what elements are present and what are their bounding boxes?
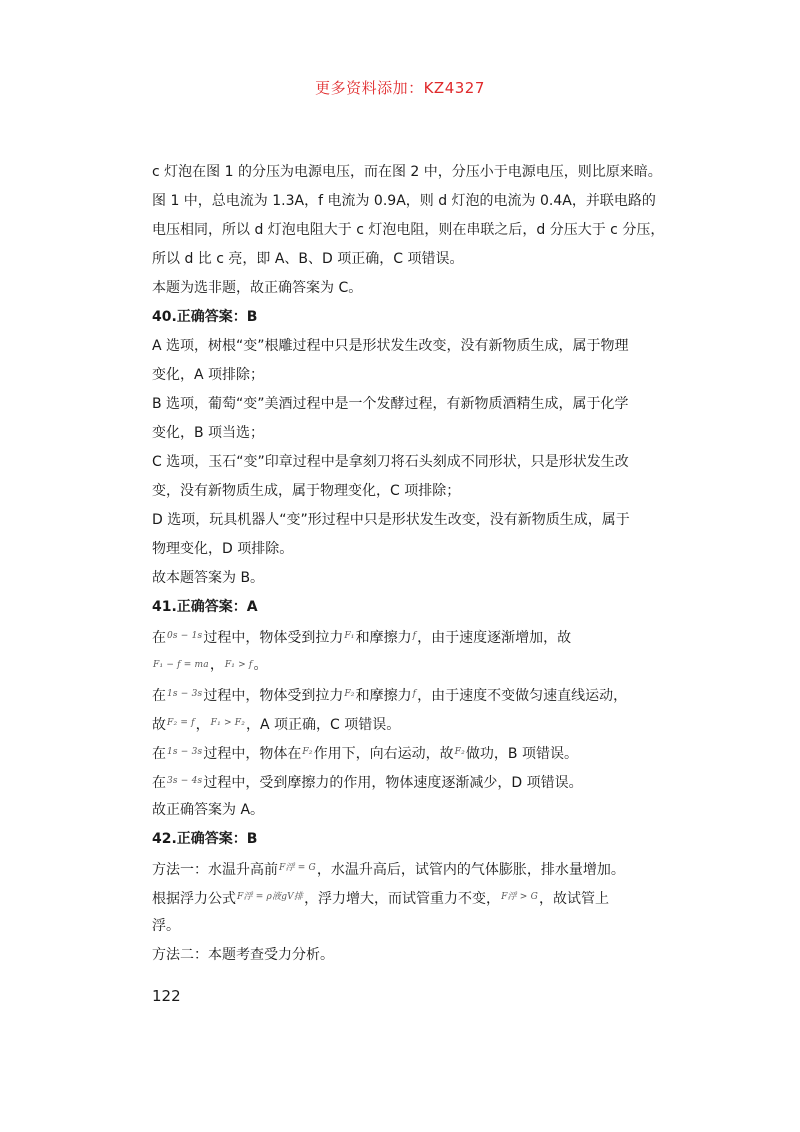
text-run: ，由于速度逐渐增加，故 <box>417 630 572 646</box>
answer-heading-41: 41.正确答案：A <box>152 599 258 615</box>
formula: 3s − 4s <box>167 776 203 786</box>
text-run: 在 <box>152 746 166 762</box>
text-line: 所以 d 比 c 亮，即 A、B、D 项正确，C 项错误。 <box>152 251 464 267</box>
text-run: 。 <box>253 657 268 673</box>
formula: F₂ = f <box>167 718 195 728</box>
text-line <box>152 709 652 738</box>
text-line: 故本题答案为 B。 <box>152 570 265 586</box>
formula: F浮 = ρ液gV排 <box>237 892 304 902</box>
formula: 0s − 1s <box>167 631 203 641</box>
text-line: c 灯泡在图 1 的分压为电源电压，而在图 2 中，分压小于电源电压，则比原来暗。 <box>152 164 662 180</box>
text-run: 做功，B 项错误。 <box>465 746 578 762</box>
page-content <box>152 158 665 970</box>
text-run: ，由于速度不变做匀速直线运动， <box>417 688 628 704</box>
text-line: 本题为选非题，故正确答案为 C。 <box>152 280 363 296</box>
text-run: 方法一：水温升高前 <box>152 862 278 878</box>
text-line: 方法二：本题考查受力分析。 <box>152 947 334 963</box>
text-run: ，浮力增大，而试管重力不变， <box>304 891 501 907</box>
text-run: ，水温升高后，试管内的气体膨胀，排水量增加。 <box>316 862 625 878</box>
formula: f <box>412 689 417 699</box>
text-run: ，A 项正确，C 项错误。 <box>246 717 401 733</box>
text-line: 浮。 <box>152 918 180 934</box>
text-line: 物理变化，D 项排除。 <box>152 541 294 557</box>
text-run: 故 <box>152 717 166 733</box>
answer-heading-40: 40.正确答案：B <box>152 309 258 325</box>
formula: F浮 = G <box>279 863 316 873</box>
text-line <box>152 651 652 680</box>
answer-heading-42: 42.正确答案：B <box>152 831 258 847</box>
text-line: 变化，A 项排除； <box>152 367 265 383</box>
header-contact-banner: 更多资料添加：KZ4327 <box>315 79 485 97</box>
text-run: 过程中，受到摩擦力的作用，物体速度逐渐减少，D 项错误。 <box>203 775 583 791</box>
text-run: 过程中，物体受到拉力 <box>203 688 344 704</box>
formula: F₂ <box>344 689 355 699</box>
text-run: 作用下，向右运动，故 <box>313 746 454 762</box>
text-line <box>152 854 652 883</box>
text-line: 变，没有新物质生成，属于物理变化，C 项排除； <box>152 483 461 499</box>
text-line <box>152 622 652 651</box>
text-run: ， <box>195 717 210 733</box>
text-line <box>152 883 652 912</box>
formula: F₂ <box>454 747 465 757</box>
formula: F浮 > G <box>501 892 538 902</box>
formula: F₁ <box>344 631 355 641</box>
formula: f <box>412 631 417 641</box>
text-line: 变化，B 项当选； <box>152 425 265 441</box>
text-line: A 选项，树根“变”根雕过程中只是形状发生改变，没有新物质生成，属于物理 <box>152 338 629 354</box>
text-run: 在 <box>152 775 166 791</box>
text-line <box>152 767 652 796</box>
text-line: C 选项，玉石“变”印章过程中是拿刻刀将石头刻成不同形状，只是形状发生改 <box>152 454 629 470</box>
text-run: 过程中，物体受到拉力 <box>203 630 344 646</box>
text-run: 在 <box>152 688 166 704</box>
text-run: ， <box>209 657 224 673</box>
formula: F₁ > f <box>224 660 253 670</box>
text-line: 故正确答案为 A。 <box>152 802 265 818</box>
text-line: 图 1 中，总电流为 1.3A，f 电流为 0.9A，则 d 灯泡的电流为 0.4A，并联电路的 <box>152 193 656 209</box>
formula: 1s − 3s <box>167 689 203 699</box>
text-run: ，故试管上 <box>538 891 609 907</box>
formula: 1s − 3s <box>167 747 203 757</box>
formula: F₂ <box>302 747 313 757</box>
formula: F₁ − f = ma <box>153 660 209 670</box>
formula: F₁ > F₂ <box>210 718 246 728</box>
text-line: 电压相同，所以 d 灯泡电阻大于 c 灯泡电阻，则在串联之后，d 分压大于 c 分压， <box>152 222 665 238</box>
text-line <box>152 738 652 767</box>
text-run: 在 <box>152 630 166 646</box>
text-run: 过程中，物体在 <box>203 746 302 762</box>
text-run: 和摩擦力 <box>355 688 412 704</box>
text-run: 和摩擦力 <box>355 630 412 646</box>
text-line <box>152 680 652 709</box>
text-line: D 选项，玩具机器人“变”形过程中只是形状发生改变，没有新物质生成，属于 <box>152 512 630 528</box>
text-run: 根据浮力公式 <box>152 891 236 907</box>
page-number: 122 <box>152 987 181 1005</box>
text-line: B 选项，葡萄“变”美酒过程中是一个发酵过程，有新物质酒精生成，属于化学 <box>152 396 629 412</box>
